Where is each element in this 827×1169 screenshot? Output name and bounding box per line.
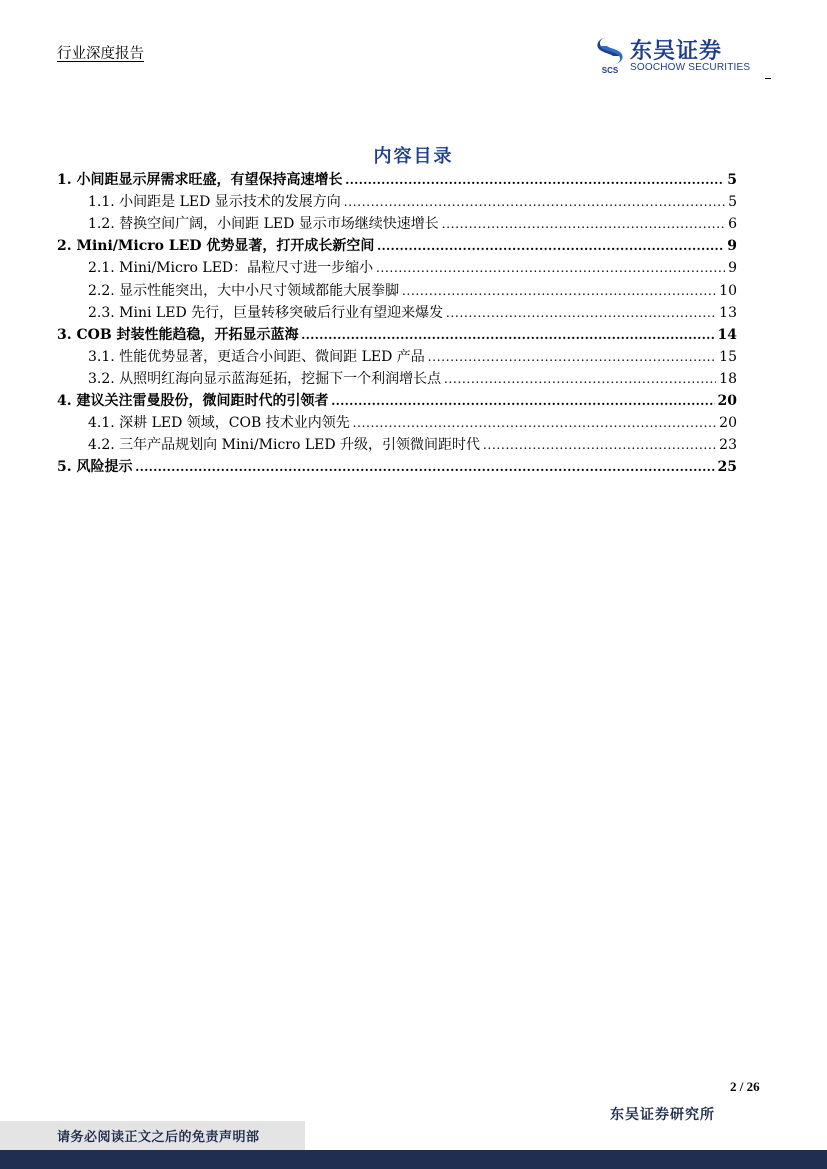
toc-entry-page: 15 bbox=[719, 348, 737, 365]
footer-bar bbox=[0, 1150, 827, 1169]
toc-dot-leader bbox=[428, 348, 716, 368]
toc-entry-page: 13 bbox=[719, 304, 737, 321]
toc-entry-title: 3. COB 封装性能趋稳，开拓显示蓝海 bbox=[57, 326, 299, 343]
toc-entry-page: 23 bbox=[719, 437, 737, 454]
toc-dot-leader bbox=[136, 458, 715, 478]
logo-chinese-name: 东吴证券 bbox=[630, 39, 723, 64]
toc-subsection-entry[interactable] bbox=[88, 413, 737, 434]
toc-entry-page: 5 bbox=[728, 194, 737, 211]
toc-entry-title: 1.1. 小间距是 LED 显示技术的发展方向 bbox=[88, 194, 341, 211]
toc-dot-leader bbox=[302, 326, 715, 346]
logo-mark-icon bbox=[594, 36, 626, 74]
toc-subsection-entry[interactable] bbox=[88, 435, 737, 456]
toc-subsection-entry[interactable] bbox=[88, 281, 737, 302]
toc-entry-title: 3.2. 从照明红海向显示蓝海延拓，挖掘下一个利润增长点 bbox=[88, 370, 442, 387]
toc-dot-leader bbox=[344, 193, 725, 213]
toc-subsection-entry[interactable] bbox=[88, 347, 737, 368]
report-type-label: 行业深度报告 bbox=[57, 46, 144, 62]
toc-dot-leader bbox=[446, 304, 716, 324]
logo-english-name: SOOCHOW SECURITIES bbox=[630, 62, 751, 73]
toc-dot-leader bbox=[442, 215, 725, 235]
toc-entry-title: 3.1. 性能优势显著，更适合小间距、微间距 LED 产品 bbox=[88, 348, 425, 365]
toc-entry-title: 5. 风险提示 bbox=[57, 459, 133, 476]
toc-entry-page: 9 bbox=[727, 238, 737, 255]
toc-entry-title: 1.2. 替换空间广阔，小间距 LED 显示市场继续快速增长 bbox=[88, 216, 439, 233]
toc-entry-page: 25 bbox=[717, 459, 737, 476]
toc-section-entry[interactable] bbox=[57, 457, 737, 478]
disclaimer-tab bbox=[0, 1121, 305, 1150]
toc-dot-leader bbox=[376, 259, 725, 279]
toc-entry-title: 2. Mini/Micro LED 优势显著，打开成长新空间 bbox=[57, 238, 375, 255]
toc-dot-leader bbox=[353, 414, 716, 434]
disclaimer-text: 请务必阅读正文之后的免责声明部 bbox=[57, 1130, 260, 1145]
logo-mark-text: SCS bbox=[601, 66, 619, 74]
toc-entry-title: 4. 建议关注雷曼股份，微间距时代的引领者 bbox=[57, 393, 329, 409]
toc-subsection-entry[interactable] bbox=[88, 214, 737, 235]
toc-subsection-entry[interactable] bbox=[88, 192, 737, 213]
toc-entry-page: 10 bbox=[719, 282, 737, 299]
page-number: 2 / 26 bbox=[730, 1079, 760, 1094]
toc-entry-page: 5 bbox=[727, 172, 737, 188]
toc-dot-leader bbox=[332, 392, 715, 412]
toc-entry-title: 4.1. 深耕 LED 领域，COB 技术业内领先 bbox=[88, 415, 350, 432]
toc-dot-leader bbox=[483, 436, 716, 456]
toc-entry-page: 14 bbox=[717, 326, 737, 343]
toc-section-entry[interactable] bbox=[57, 236, 737, 257]
toc-entry-title: 1. 小间距显示屏需求旺盛，有望保持高速增长 bbox=[57, 172, 343, 188]
header-divider bbox=[765, 78, 771, 79]
toc-entry-page: 20 bbox=[719, 415, 737, 432]
company-logo bbox=[594, 36, 762, 76]
toc-dot-leader bbox=[377, 237, 724, 257]
toc-entry-page: 6 bbox=[728, 216, 737, 233]
toc-entry-title: 2.3. Mini LED 先行，巨量转移突破后行业有望迎来爆发 bbox=[88, 304, 444, 321]
toc-dot-leader bbox=[444, 370, 716, 390]
toc-subsection-entry[interactable] bbox=[88, 369, 737, 390]
toc-section-entry[interactable] bbox=[57, 391, 737, 412]
toc-subsection-entry[interactable] bbox=[88, 303, 737, 324]
toc-dot-leader bbox=[346, 171, 725, 191]
toc-entry-page: 20 bbox=[717, 393, 737, 409]
toc-entry-page: 9 bbox=[728, 260, 737, 277]
toc-entry-title: 2.2. 显示性能突出，大中小尺寸领域都能大展拳脚 bbox=[88, 282, 400, 299]
toc-entry-title: 4.2. 三年产品规划向 Mini/Micro LED 升级，引领微间距时代 bbox=[88, 437, 481, 454]
toc-entry-title: 2.1. Mini/Micro LED：晶粒尺寸进一步缩小 bbox=[88, 260, 374, 277]
toc-entry-page: 18 bbox=[719, 370, 737, 387]
toc-section-entry[interactable] bbox=[57, 325, 737, 346]
toc-title: 内容目录 bbox=[373, 146, 454, 167]
institute-name: 东吴证券研究所 bbox=[610, 1107, 715, 1123]
toc-subsection-entry[interactable] bbox=[88, 258, 737, 279]
toc-section-entry[interactable] bbox=[57, 170, 737, 191]
toc-dot-leader bbox=[402, 282, 716, 302]
